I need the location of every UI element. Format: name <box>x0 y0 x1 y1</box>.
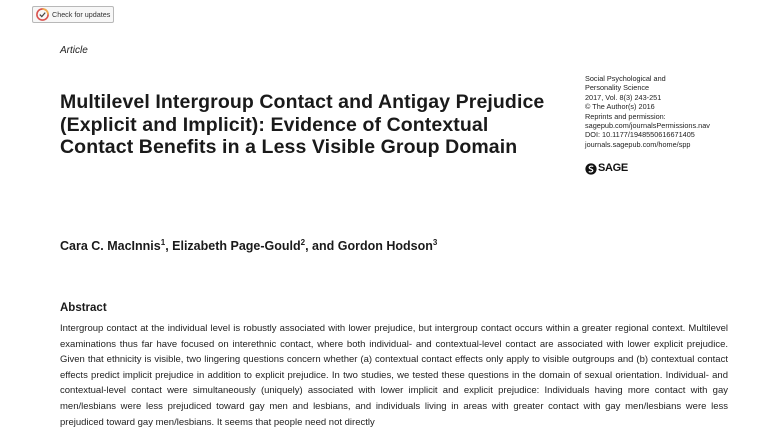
author-affiliation: 3 <box>432 238 438 247</box>
journal-info-line: Social Psychological and <box>585 74 666 83</box>
author-separator: , and <box>305 239 338 254</box>
check-for-updates-icon <box>36 8 49 21</box>
article-type-label: Article <box>60 45 88 56</box>
abstract-text: Intergroup contact at the individual level is robustly associated with lower prejudice, but intergroup contact occurs within a greater regional context. Multilevel examinations thus far have focused on interethnic contact, where both individual- and contextual-level contact are associated with lower explicit prejudice. Given that ethnicity is visible, two lingering questions concern whether (a) contextual contact effects only apply to visible outgroups and (b) contextual contact effects predict implicit prejudice in addition to explicit prejudice. In two studies, we tested these questions in the domain of sexual orientation. Individual- and contextual-level contact were simultaneously (uniquely) associated with lower implicit and explicit prejudice: Individuals having more contact with gay men/lesbians were less prejudiced toward gay men and lesbians, and individuals living in areas with greater contact with gay men/lesbians were less prejudiced toward gay men/lesbians. It seems that people need not directly <box>60 323 728 428</box>
author-affiliation: 1 <box>160 238 166 247</box>
paper-title: Multilevel Intergroup Contact and Antigay Prejudice (Explicit and Implicit): Evidence of Contextual Contact Benefits in a Less Visible Group Domain <box>60 91 545 158</box>
publisher-logo <box>585 162 628 174</box>
journal-info-line: © The Author(s) 2016 <box>585 102 655 112</box>
author-list <box>60 238 437 253</box>
author-separator: , <box>165 239 173 254</box>
doi-link[interactable]: DOI: 10.1177/1948550616671405 <box>585 130 695 140</box>
author-name: Elizabeth Page-Gould <box>172 239 301 254</box>
publisher-name: SAGE <box>598 162 628 174</box>
abstract-heading: Abstract <box>60 302 107 314</box>
journal-info-line: Reprints and permission: <box>585 111 666 121</box>
check-for-updates-button[interactable] <box>32 6 114 23</box>
author-affiliation: 2 <box>300 238 306 247</box>
permissions-link[interactable]: sagepub.com/journalsPermissions.nav <box>585 121 710 131</box>
journal-home-link[interactable]: journals.sagepub.com/home/spp <box>585 139 691 149</box>
author-name: Cara C. MacInnis <box>60 239 161 254</box>
author-name: Gordon Hodson <box>337 239 433 254</box>
sage-logo-icon <box>585 162 597 174</box>
journal-info-line: Personality Science <box>585 83 650 93</box>
check-for-updates-label: Check for updates <box>52 10 111 19</box>
journal-info <box>585 74 775 149</box>
journal-info-line: 2017, Vol. 8(3) 243-251 <box>585 92 662 102</box>
